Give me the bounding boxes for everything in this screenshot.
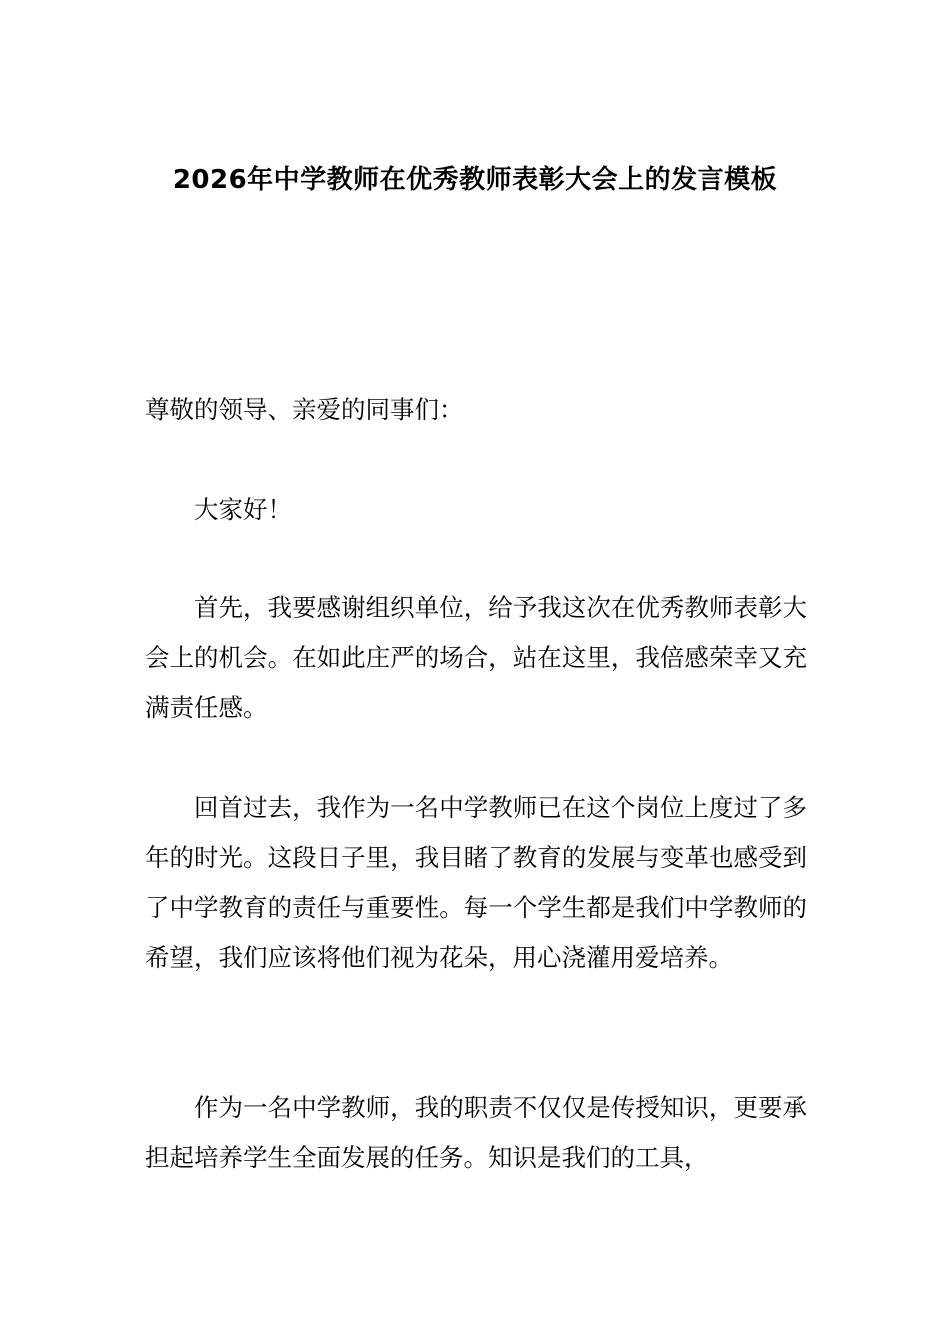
- greeting: 大家好！: [194, 495, 292, 524]
- paragraph-2: 回首过去，我作为一名中学教师已在这个岗位上度过了多年的时光。这段日子里，我目睹了教育的发展与变革也感受到了中学教育的责任与重要性。每一个学生都是我们中学教师的希望，我们应该将他们视为花朵，用心浇灌用爱培养。: [145, 793, 807, 972]
- salutation: 尊敬的领导、亲爱的同事们：: [145, 395, 464, 424]
- paragraph-1: 首先，我要感谢组织单位，给予我这次在优秀教师表彰大会上的机会。在如此庄严的场合，站在这里，我倍感荣幸又充满责任感。: [145, 593, 807, 722]
- paragraph-3: 作为一名中学教师，我的职责不仅仅是传授知识，更要承担起培养学生全面发展的任务。知识是我们的工具，: [145, 1093, 807, 1172]
- document-title: 2026年中学教师在优秀教师表彰大会上的发言模板: [172, 165, 778, 195]
